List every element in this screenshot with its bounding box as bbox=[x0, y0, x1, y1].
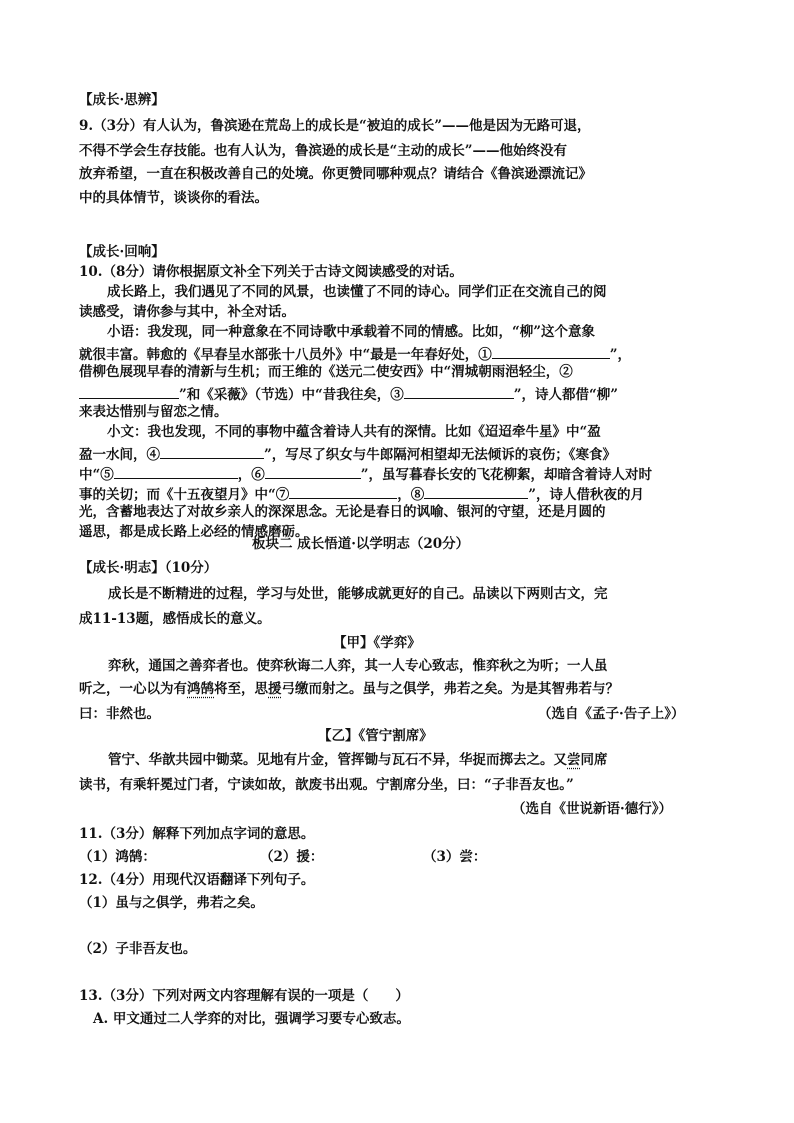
jia-l2-b: 将至，思 bbox=[214, 681, 268, 697]
q12-item-2: （2）子非吾友也。 bbox=[79, 941, 197, 957]
q10-line-7-text: ”和《采薇》（节选）中“昔我往矣，③ bbox=[179, 387, 404, 403]
q10-line-2: 成长路上，我们遇见了不同的风景，也读懂了不同的诗心。同学们正在交流自己的阅 bbox=[107, 284, 607, 300]
q9-line-2: 不得不学会生存技能。也有人认为，鲁滨逊的成长是“主动的成长”——他始终没有 bbox=[79, 143, 568, 159]
passage-yi-line-1 bbox=[108, 754, 608, 768]
yi-dotted-word: 尝 bbox=[567, 752, 581, 768]
q10-line-3: 读感受，请你参与其中，补全对话。 bbox=[79, 304, 295, 320]
q10-line-8: 来表达惜别与留恋之情。 bbox=[79, 404, 228, 420]
q10-line-7 bbox=[79, 386, 618, 403]
yi-l1-c: 同席 bbox=[580, 752, 608, 768]
q10-line-10-end: ”，写尽了织女与牛郎隔河相望却无法倾诉的哀伤；《寒食》 bbox=[264, 447, 617, 463]
passage-yi-source: （选自《世说新语·德行》） bbox=[512, 801, 672, 817]
q11-stem: 11.（3分）解释下列加点字词的意思。 bbox=[79, 826, 315, 842]
q9-line-3: 放弃希望，一直在积极改善自己的处境。你更赞同哪种观点？请结合《鲁滨逊漂流记》 bbox=[79, 166, 592, 182]
q10-line-11-text: 中“⑤ bbox=[79, 467, 114, 483]
section-tag: 【成长·明志】（10分） bbox=[79, 560, 218, 576]
passage-jia-line-1: 弈秋，通国之善弈者也。使弈秋诲二人弈，其一人专心致志，惟弈秋之为听；一人虽 bbox=[108, 658, 608, 674]
q10-line-12-end: ”，诗人借秋夜的月 bbox=[528, 487, 645, 503]
q10-line-14: 遥思，都是成长路上必经的情感磨砺。 bbox=[79, 524, 309, 540]
q9-line-4: 中的具体情节，谈谈你的看法。 bbox=[79, 190, 268, 206]
q11-item-2: （2）援： bbox=[260, 849, 324, 865]
q10-tag: 【成长·回响】 bbox=[79, 244, 165, 260]
q10-line-5-end: ”， bbox=[609, 347, 632, 363]
q10-line-5-text: 就很丰富。韩愈的《早春呈水部张十八员外》中“最是一年春好处，① bbox=[79, 347, 492, 363]
q10-line-11 bbox=[79, 466, 652, 483]
q10-line-11-mid: ，⑥ bbox=[237, 467, 265, 483]
jia-l2-c: 弓缴而射之。虽与之俱学，弗若之矣。为是其智弗若与？ bbox=[281, 681, 619, 697]
q10-line-10-text: 盈一水间，④ bbox=[79, 447, 160, 463]
q11-item-3: （3）尝： bbox=[423, 849, 487, 865]
q10-line-12-text: 事的关切；而《十五夜望月》中“⑦ bbox=[79, 487, 290, 503]
jia-dotted-word-2: 援 bbox=[268, 681, 282, 697]
q12-item-1: （1）虽与之俱学，弗若之矣。 bbox=[79, 895, 264, 911]
passage-yi-title: 【乙】《管宁割席》 bbox=[318, 728, 433, 744]
answer-blank-6[interactable] bbox=[265, 466, 361, 479]
q9-tag: 【成长·思辨】 bbox=[79, 92, 165, 108]
q13-stem: 13.（3分）下列对两文内容理解有误的一项是（ ） bbox=[79, 988, 409, 1004]
q10-line-4: 小语：我发现，同一种意象在不同诗歌中承载着不同的情感。比如，“柳”这个意象 bbox=[107, 324, 596, 340]
q10-line-9: 小文：我也发现，不同的事物中蕴含着诗人共有的深情。比如《迢迢牵牛星》中“盈 bbox=[107, 424, 601, 440]
q10-line-13: 光，含蓄地表达了对故乡亲人的深深思念。无论是春日的讽喻、银河的守望，还是月圆的 bbox=[79, 504, 606, 520]
answer-blank-1[interactable] bbox=[492, 346, 610, 359]
answer-blank-4[interactable] bbox=[160, 446, 264, 459]
answer-blank-2[interactable] bbox=[79, 386, 179, 399]
q10-line-1: 10.（8分）请你根据原文补全下列关于古诗文阅读感受的对话。 bbox=[79, 264, 463, 280]
q10-line-7-end: ”，诗人都借“柳” bbox=[513, 387, 619, 403]
passage-jia-line-2 bbox=[79, 683, 619, 697]
q12-stem: 12.（4分）用现代汉语翻译下列句子。 bbox=[79, 872, 315, 888]
passage-yi-line-2: 读书，有乘轩冕过门者，宁读如故，歆废书出观。宁割席分坐，曰：“子非吾友也。” bbox=[79, 777, 574, 793]
q10-line-11-end: ”，虽写暮春长安的飞花柳絮，却暗含着诗人对时 bbox=[360, 467, 653, 483]
q10-line-10 bbox=[79, 446, 616, 463]
q9-line-1: 9.（3分）有人认为，鲁滨逊在荒岛上的成长是“被迫的成长”——他是因为无路可退， bbox=[79, 118, 591, 134]
section-intro-2: 成11-13题，感悟成长的意义。 bbox=[79, 611, 271, 627]
answer-blank-8[interactable] bbox=[424, 486, 528, 499]
yi-l1-a: 管宁、华歆共园中锄菜。见地有片金，管挥锄与瓦石不异，华捉而掷去之。又 bbox=[108, 752, 567, 768]
answer-blank-3[interactable] bbox=[404, 386, 514, 399]
q10-line-6: 借柳色展现早春的清新与生机；而王维的《送元二使安西》中“渭城朝雨浥轻尘，② bbox=[79, 364, 573, 380]
section-title: 板块二 成长悟道·以学明志（20分） bbox=[252, 536, 470, 552]
q11-item-1: （1）鸿鹄： bbox=[79, 849, 156, 865]
passage-jia-title: 【甲】《学弈》 bbox=[333, 635, 421, 651]
jia-l2-a: 听之，一心以为有 bbox=[79, 681, 187, 697]
q10-line-12 bbox=[79, 486, 644, 503]
passage-jia-line-3: 曰：非然也。 bbox=[79, 706, 160, 722]
section-intro-1: 成长是不断精进的过程，学习与处世，能够成就更好的自己。品读以下两则古文，完 bbox=[108, 586, 608, 602]
q10-line-12-mid: ，⑧ bbox=[397, 487, 425, 503]
passage-jia-source: （选自《孟子·告子上》） bbox=[538, 706, 685, 722]
q13-option-a: A. 甲文通过二人学弈的对比，强调学习要专心致志。 bbox=[93, 1011, 410, 1027]
q10-line-5 bbox=[79, 346, 631, 363]
jia-dotted-word-1: 鸿鹄 bbox=[187, 681, 214, 697]
answer-blank-5[interactable] bbox=[114, 466, 238, 479]
answer-blank-7[interactable] bbox=[289, 486, 397, 499]
